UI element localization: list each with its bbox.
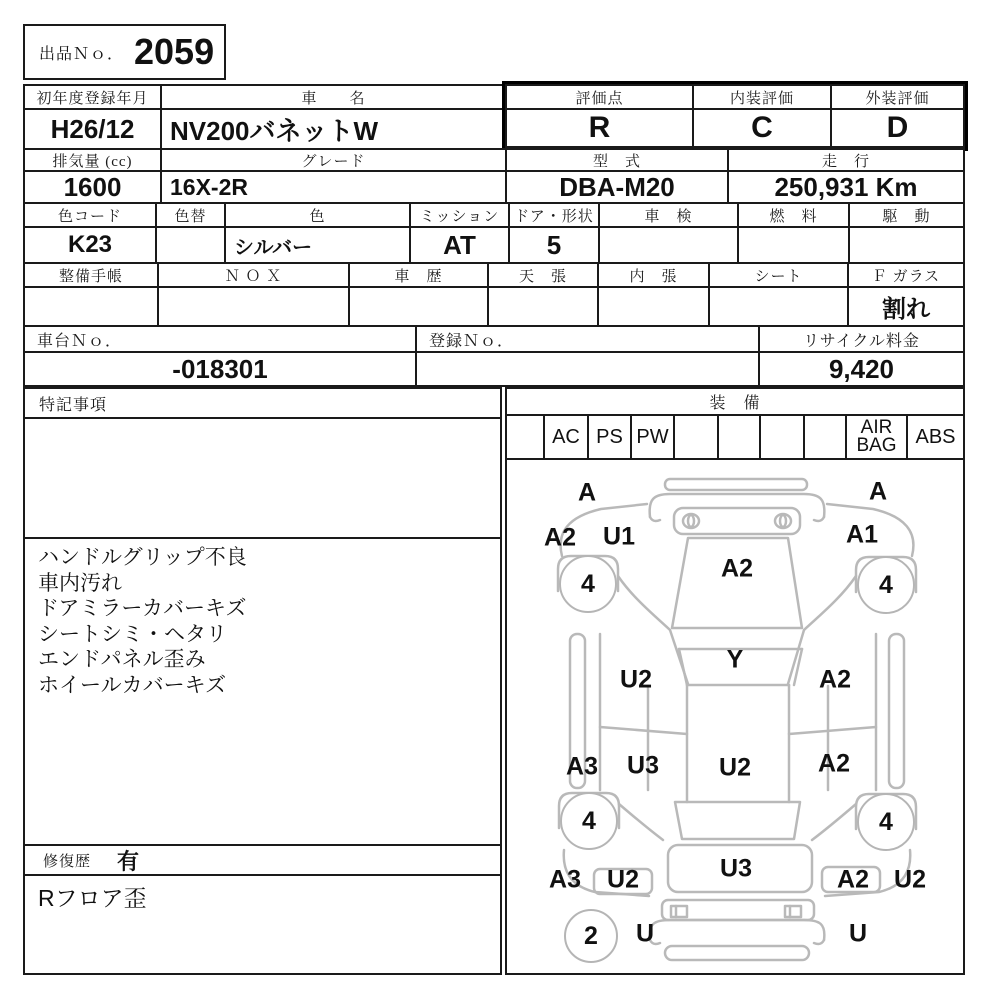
damage-diagram [505,458,965,975]
equipment-cell [505,414,545,460]
damage-mark: 4 [560,792,618,850]
damage-mark: U2 [620,665,652,694]
damage-mark: Y [726,645,744,674]
maintenance-book-value [23,286,159,327]
damage-mark: 4 [559,555,617,613]
interior-grade-label: 内装評価 [692,84,832,110]
repair-history-value: 有 [117,848,140,874]
damage-mark: U2 [719,753,751,782]
grade-label: グレード [160,148,507,172]
damage-mark: A3 [566,752,598,781]
seat-label: シート [708,262,849,288]
special-notes-empty-box [23,417,502,539]
damage-mark: U2 [894,865,926,894]
color-value: シルバー [224,226,411,264]
front-glass-value: 割れ [847,286,965,327]
damage-mark: A3 [549,865,581,894]
equipment-cell [803,414,847,460]
repair-history-row [23,844,502,876]
special-notes-label: 特記事項 [23,387,502,419]
mileage-value: 250,931 Km [727,170,965,204]
damage-mark: A2 [819,665,851,694]
damage-mark: U3 [627,751,659,780]
mileage-label: 走 行 [727,148,965,172]
equipment-cell [759,414,805,460]
drive-value [848,226,965,264]
first-registration-value: H26/12 [23,108,162,150]
headliner-value [487,286,599,327]
equipment-cell-airbag: AIR BAG [845,414,908,460]
lot-number-value: 2059 [134,31,215,72]
damage-mark: U3 [720,854,752,883]
damage-mark: A [868,477,888,506]
damage-mark: 4 [857,793,915,851]
inspection-value [598,226,739,264]
note-item: エンドパネル歪み [38,648,206,671]
damage-mark: A1 [846,520,878,549]
nox-label: Ｎ Ｏ Ｘ [157,262,350,288]
damage-mark: 2 [564,909,618,963]
damage-mark: U [848,919,868,948]
displacement-label: 排気量 (cc) [23,148,162,172]
note-item: ハンドルグリップ不良 [38,546,247,569]
drive-label: 駆 動 [848,202,965,228]
damage-mark: 4 [857,556,915,614]
color-change-value [155,226,226,264]
color-code-value: K23 [23,226,157,264]
model-code-label: 型 式 [505,148,729,172]
equipment-cell: AC [543,414,589,460]
registration-no-value [415,351,760,387]
inspection-label: 車 検 [598,202,739,228]
transmission-label: ミッション [409,202,510,228]
fuel-label: 燃 料 [737,202,850,228]
maintenance-book-label: 整備手帳 [23,262,159,288]
color-label: 色 [224,202,411,228]
headliner-label: 天 張 [487,262,599,288]
fuel-value [737,226,850,264]
note-item: 車内汚れ [38,571,122,595]
grade-value: 16X-2R [160,170,507,204]
note-item: ホイールカバーキズ [38,673,227,697]
model-code-value: DBA-M20 [505,170,729,204]
exterior-grade-label: 外装評価 [830,84,965,110]
equipment-label: 装 備 [505,387,965,416]
interior-trim-value [597,286,710,327]
damage-mark: A2 [818,749,850,778]
recycle-fee-value: 9,420 [758,351,965,387]
car-name-value: NV200バネットW [160,108,507,150]
note-item: ドアミラーカバーキズ [38,597,247,620]
score-value: R [505,108,694,148]
equipment-cell: PW [630,414,675,460]
car-name-label: 車 名 [160,84,507,110]
equipment-cell: PS [587,414,632,460]
interior-grade-value: C [692,108,832,148]
repair-note-box [23,874,502,975]
equipment-cell-abs: ABS [906,414,965,460]
damage-mark: U2 [607,865,639,894]
damage-mark: U [635,919,655,948]
car-history-label: 車 歴 [348,262,489,288]
damage-mark: A2 [837,865,869,894]
front-glass-label: Ｆ ガラス [847,262,965,288]
recycle-fee-label: リサイクル料金 [758,325,965,353]
registration-no-label: 登録Ｎｏ． [415,325,760,353]
note-item: シートシミ・ヘタリ [38,622,227,646]
damage-mark: A2 [721,554,753,583]
seat-value [708,286,849,327]
color-code-label: 色コード [23,202,157,228]
damage-mark: U1 [603,522,635,551]
equipment-cell [717,414,761,460]
color-change-label: 色替 [155,202,226,228]
car-history-value [348,286,489,327]
equipment-cell [673,414,719,460]
lot-number-label: 出品Ｎｏ． [39,45,125,63]
chassis-no-value: -018301 [23,351,417,387]
first-registration-label: 初年度登録年月 [23,84,162,110]
score-label: 評価点 [505,84,694,110]
transmission-value: AT [409,226,510,264]
repair-note-text: Rフロア歪 [38,885,147,911]
damage-mark: A [577,478,597,507]
damage-mark: A2 [544,523,576,552]
nox-value [157,286,350,327]
repair-history-label: 修復歴 [43,853,92,870]
special-notes-list [23,537,502,846]
door-shape-value: 5 [508,226,600,264]
displacement-value: 1600 [23,170,162,204]
door-shape-label: ドア・形状 [508,202,600,228]
chassis-no-label: 車台Ｎｏ． [23,325,417,353]
interior-trim-label: 内 張 [597,262,710,288]
exterior-grade-value: D [830,108,965,148]
lot-number-box [23,24,226,80]
